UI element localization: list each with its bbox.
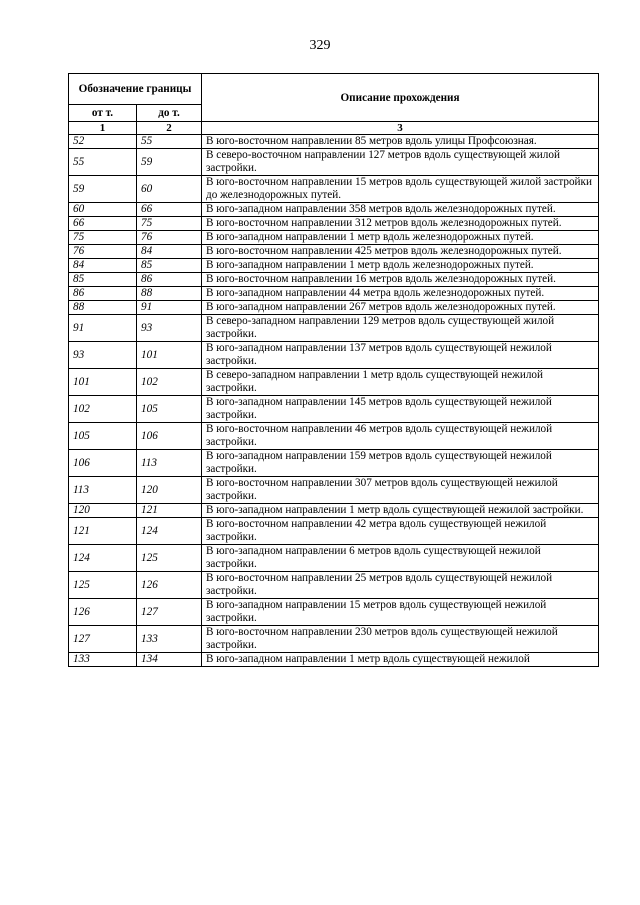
page-number: 329 [309, 38, 331, 53]
point-to: 124 [137, 518, 202, 545]
point-from: 102 [69, 396, 137, 423]
table-body [69, 135, 599, 667]
point-from: 133 [69, 653, 137, 667]
table-row [69, 545, 599, 572]
point-to: 55 [137, 135, 202, 149]
point-to: 106 [137, 423, 202, 450]
point-from: 55 [69, 149, 137, 176]
header-description: Описание прохождения [202, 74, 599, 122]
route-description: В северо-восточном направлении 127 метров вдоль существующей жилой застройки. [202, 149, 599, 176]
table-row [69, 423, 599, 450]
point-to: 101 [137, 342, 202, 369]
point-from: 76 [69, 245, 137, 259]
route-description: В юго-восточном направлении 230 метров вдоль существующей нежилой застройки. [202, 626, 599, 653]
point-to: 75 [137, 217, 202, 231]
point-to: 102 [137, 369, 202, 396]
table-row [69, 369, 599, 396]
table-row [69, 342, 599, 369]
route-description: В юго-восточном направлении 85 метров вдоль улицы Профсоюзная. [202, 135, 599, 149]
route-description: В юго-западном направлении 44 метра вдоль железнодорожных путей. [202, 287, 599, 301]
route-description: В юго-восточном направлении 16 метров вдоль железнодорожных путей. [202, 273, 599, 287]
point-from: 126 [69, 599, 137, 626]
table-row [69, 149, 599, 176]
header-from-point: от т. [69, 105, 137, 122]
table-row [69, 135, 599, 149]
table-row [69, 315, 599, 342]
point-to: 125 [137, 545, 202, 572]
table-row [69, 245, 599, 259]
point-from: 84 [69, 259, 137, 273]
point-from: 101 [69, 369, 137, 396]
route-description: В юго-восточном направлении 312 метров вдоль железнодорожных путей. [202, 217, 599, 231]
point-to: 60 [137, 176, 202, 203]
route-description: В юго-западном направлении 267 метров вдоль железнодорожных путей. [202, 301, 599, 315]
route-description: В юго-западном направлении 159 метров вдоль существующей нежилой застройки. [202, 450, 599, 477]
point-from: 124 [69, 545, 137, 572]
table-row [69, 287, 599, 301]
header-col-number-2: 2 [137, 122, 202, 135]
point-from: 75 [69, 231, 137, 245]
route-description: В юго-западном направлении 1 метр вдоль железнодорожных путей. [202, 259, 599, 273]
point-from: 66 [69, 217, 137, 231]
table-header [69, 74, 599, 135]
point-to: 105 [137, 396, 202, 423]
point-to: 76 [137, 231, 202, 245]
point-from: 125 [69, 572, 137, 599]
route-description: В юго-восточном направлении 46 метров вдоль существующей нежилой застройки. [202, 423, 599, 450]
point-from: 91 [69, 315, 137, 342]
table-row [69, 203, 599, 217]
point-to: 85 [137, 259, 202, 273]
table-row [69, 504, 599, 518]
point-to: 126 [137, 572, 202, 599]
route-description: В юго-западном направлении 358 метров вдоль железнодорожных путей. [202, 203, 599, 217]
route-description: В юго-западном направлении 1 метр вдоль железнодорожных путей. [202, 231, 599, 245]
point-from: 88 [69, 301, 137, 315]
route-description: В северо-западном направлении 129 метров вдоль существующей жилой застройки. [202, 315, 599, 342]
route-description: В юго-западном направлении 6 метров вдоль существующей нежилой застройки. [202, 545, 599, 572]
route-description: В северо-западном направлении 1 метр вдоль существующей нежилой застройки. [202, 369, 599, 396]
table-row [69, 450, 599, 477]
point-to: 121 [137, 504, 202, 518]
point-to: 86 [137, 273, 202, 287]
table-row [69, 259, 599, 273]
point-from: 127 [69, 626, 137, 653]
point-from: 93 [69, 342, 137, 369]
point-to: 127 [137, 599, 202, 626]
route-description: В юго-восточном направлении 425 метров вдоль железнодорожных путей. [202, 245, 599, 259]
point-to: 133 [137, 626, 202, 653]
header-boundary-designation: Обозначение границы [69, 74, 202, 105]
boundary-table [68, 73, 599, 667]
route-description: В юго-западном направлении 1 метр вдоль существующей нежилой [202, 653, 599, 667]
point-from: 59 [69, 176, 137, 203]
table-row [69, 518, 599, 545]
point-to: 59 [137, 149, 202, 176]
table-row [69, 572, 599, 599]
point-from: 86 [69, 287, 137, 301]
route-description: В юго-восточном направлении 25 метров вдоль существующей нежилой застройки. [202, 572, 599, 599]
point-from: 121 [69, 518, 137, 545]
route-description: В юго-западном направлении 15 метров вдоль существующей нежилой застройки. [202, 599, 599, 626]
point-to: 66 [137, 203, 202, 217]
table-row [69, 396, 599, 423]
table-row [69, 217, 599, 231]
point-to: 120 [137, 477, 202, 504]
table-row [69, 599, 599, 626]
point-from: 113 [69, 477, 137, 504]
point-to: 84 [137, 245, 202, 259]
point-to: 91 [137, 301, 202, 315]
table-row [69, 301, 599, 315]
point-to: 93 [137, 315, 202, 342]
route-description: В юго-восточном направлении 42 метра вдоль существующей нежилой застройки. [202, 518, 599, 545]
point-to: 134 [137, 653, 202, 667]
route-description: В юго-западном направлении 145 метров вдоль существующей нежилой застройки. [202, 396, 599, 423]
point-from: 85 [69, 273, 137, 287]
header-col-number-1: 1 [69, 122, 137, 135]
table-row [69, 273, 599, 287]
table-row [69, 626, 599, 653]
route-description: В юго-восточном направлении 307 метров вдоль существующей нежилой застройки. [202, 477, 599, 504]
table-row [69, 176, 599, 203]
route-description: В юго-восточном направлении 15 метров вдоль существующей жилой застройки до железнодорожных путей. [202, 176, 599, 203]
point-from: 60 [69, 203, 137, 217]
table-row [69, 653, 599, 667]
route-description: В юго-западном направлении 1 метр вдоль существующей нежилой застройки. [202, 504, 599, 518]
point-to: 88 [137, 287, 202, 301]
point-to: 113 [137, 450, 202, 477]
point-from: 52 [69, 135, 137, 149]
header-col-number-3: 3 [202, 122, 599, 135]
point-from: 106 [69, 450, 137, 477]
table-row [69, 477, 599, 504]
point-from: 120 [69, 504, 137, 518]
table-row [69, 231, 599, 245]
header-to-point: до т. [137, 105, 202, 122]
point-from: 105 [69, 423, 137, 450]
route-description: В юго-западном направлении 137 метров вдоль существующей нежилой застройки. [202, 342, 599, 369]
